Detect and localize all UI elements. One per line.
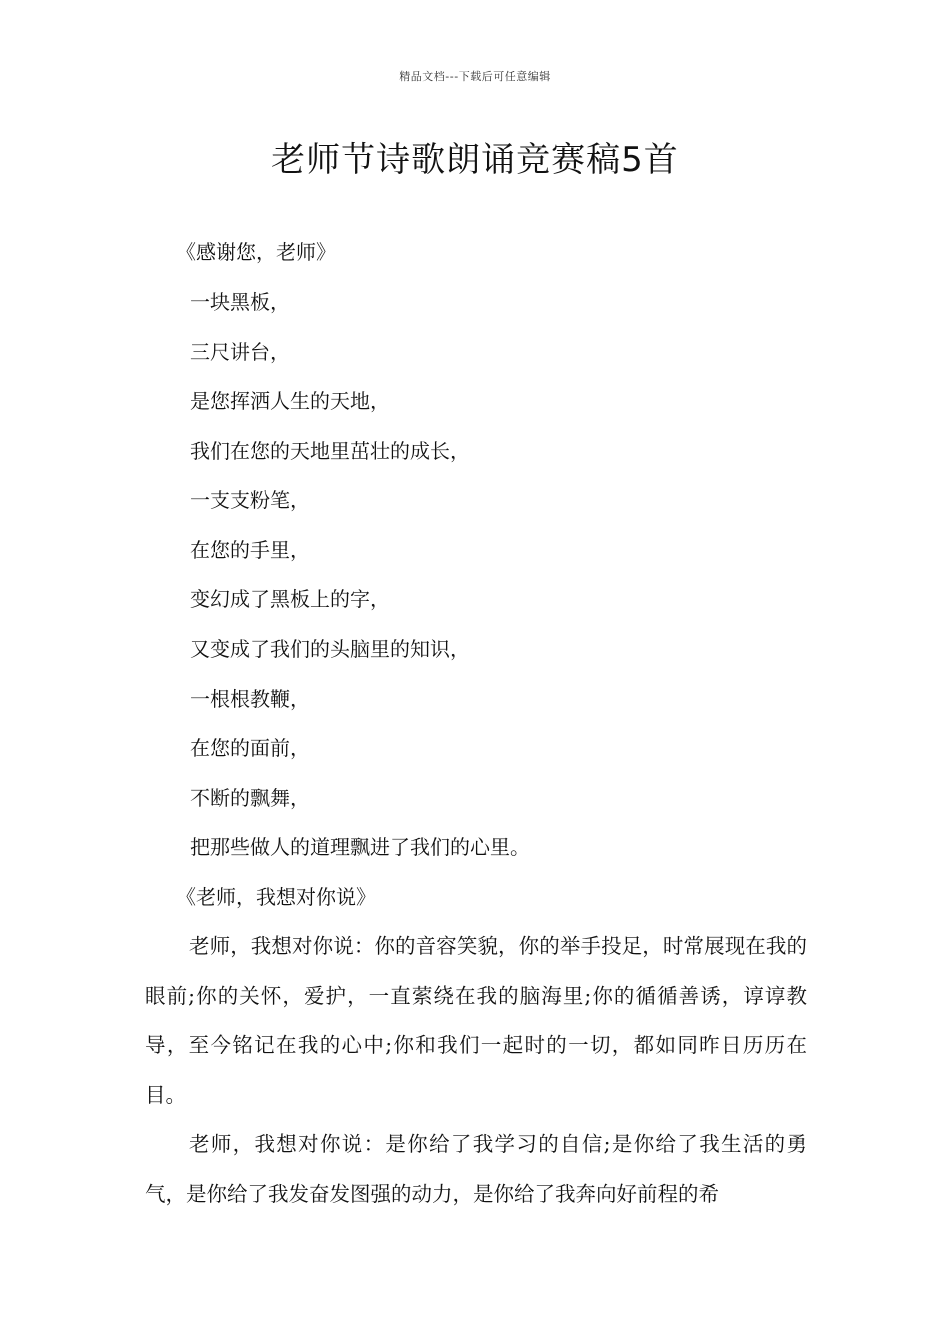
poem-line: 把那些做人的道理飘进了我们的心里。: [190, 835, 530, 859]
poem-title: 《老师，我想对你说》: [176, 885, 376, 909]
poem-line: 三尺讲台，: [190, 340, 290, 364]
poem-line: 一支支粉笔，: [190, 488, 310, 512]
poem-line: 一块黑板，: [190, 290, 290, 314]
poem-line: 一根根教鞭，: [190, 687, 310, 711]
poem-title: 《感谢您，老师》: [176, 240, 336, 264]
paragraph: 老师，我想对你说：你的音容笑貌，你的举手投足，时常展现在我的眼前;你的关怀，爱护，一直萦绕在我的脑海里;你的循循善诱，谆谆教导，至今铭记在我的心中;你和我们一起时的一切，都如同昨日历历在目。: [145, 934, 807, 1107]
paragraph: 老师，我想对你说：是你给了我学习的自信;是你给了我生活的勇气，是你给了我发奋发图强的动力，是你给了我奔向好前程的希: [145, 1132, 807, 1206]
poem-line: 又变成了我们的头脑里的知识，: [190, 637, 470, 661]
poem-line: 变幻成了黑板上的字，: [190, 587, 390, 611]
document-title: 老师节诗歌朗诵竞赛稿5首: [271, 140, 679, 180]
poem-line: 在您的面前，: [190, 736, 310, 760]
poem-line: 在您的手里，: [190, 538, 310, 562]
poem-line: 是您挥洒人生的天地，: [190, 389, 390, 413]
poem-line: 不断的飘舞，: [190, 786, 310, 810]
poem-line: 我们在您的天地里茁壮的成长，: [190, 439, 470, 463]
header-note: 精品文档---下载后可任意编辑: [399, 70, 551, 83]
